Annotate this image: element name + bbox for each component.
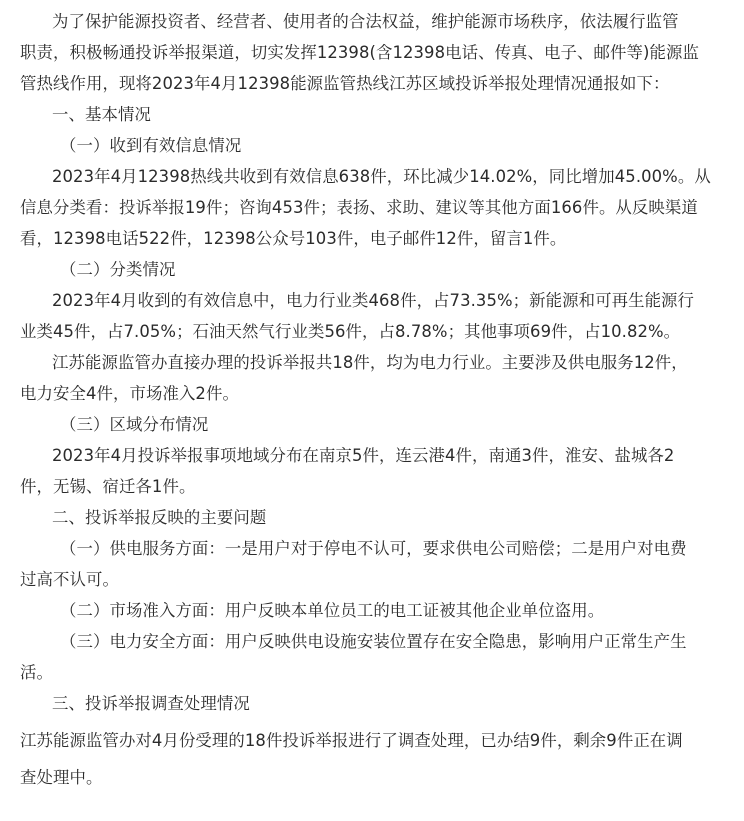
s1-2-paragraph2-line-1: 江苏能源监管办直接办理的投诉举报共18件，均为电力行业。主要涉及供电服务12件， — [52, 353, 688, 372]
s1-1-paragraph-line-3: 看，12398电话522件，12398公众号103件，电子邮件12件，留言1件。 — [20, 229, 567, 248]
s3-paragraph-line-1: 江苏能源监管办对4月份受理的18件投诉举报进行了调查处理，已办结9件，剩余9件正在调 — [20, 731, 683, 750]
section-3-heading: 三、投诉举报调查处理情况 — [52, 694, 250, 713]
subsection-1-2-heading: （二）分类情况 — [60, 260, 176, 279]
s2-3-paragraph-line-1: （三）电力安全方面：用户反映供电设施安装位置存在安全隐患，影响用户正常生产生 — [60, 632, 687, 651]
intro-line-1: 为了保护能源投资者、经营者、使用者的合法权益，维护能源市场秩序，依法履行监管 — [52, 12, 679, 31]
s1-2-paragraph2-line-2: 电力安全4件，市场准入2件。 — [20, 384, 239, 403]
s1-3-paragraph-line-2: 件，无锡、宿迁各1件。 — [20, 477, 196, 496]
section-1-heading: 一、基本情况 — [52, 105, 151, 124]
subsection-1-3-heading: （三）区域分布情况 — [60, 415, 209, 434]
s2-2-paragraph-line-1: （二）市场准入方面：用户反映本单位员工的电工证被其他企业单位盗用。 — [60, 601, 605, 620]
s1-2-paragraph-line-1: 2023年4月收到的有效信息中，电力行业类468件，占73.35%；新能源和可再生能源行 — [52, 291, 695, 310]
s2-3-paragraph-line-2: 活。 — [20, 663, 53, 682]
s2-1-paragraph-line-1: （一）供电服务方面：一是用户对于停电不认可，要求供电公司赔偿；二是用户对电费 — [60, 539, 687, 558]
s1-1-paragraph-line-1: 2023年4月12398热线共收到有效信息638件，环比减少14.02%，同比增加45.00%。从 — [52, 167, 711, 186]
s3-paragraph-line-2: 查处理中。 — [20, 768, 103, 787]
s1-3-paragraph-line-1: 2023年4月投诉举报事项地域分布在南京5件，连云港4件，南通3件，淮安、盐城各2 — [52, 446, 675, 465]
s1-2-paragraph-line-2: 业类45件，占7.05%；石油天然气行业类56件，占8.78%；其他事项69件，占10.82%。 — [20, 322, 681, 341]
subsection-1-1-heading: （一）收到有效信息情况 — [60, 136, 242, 155]
s2-1-paragraph-line-2: 过高不认可。 — [20, 570, 119, 589]
section-2-heading: 二、投诉举报反映的主要问题 — [52, 508, 267, 527]
intro-line-2: 职责，积极畅通投诉举报渠道，切实发挥12398(含12398电话、传真、电子、邮件等)能源监 — [20, 43, 699, 62]
intro-line-3: 管热线作用，现将2023年4月12398能源监管热线江苏区域投诉举报处理情况通报如下： — [20, 74, 670, 93]
s1-1-paragraph-line-2: 信息分类看：投诉举报19件；咨询453件；表扬、求助、建议等其他方面166件。从反映渠道 — [20, 198, 698, 217]
